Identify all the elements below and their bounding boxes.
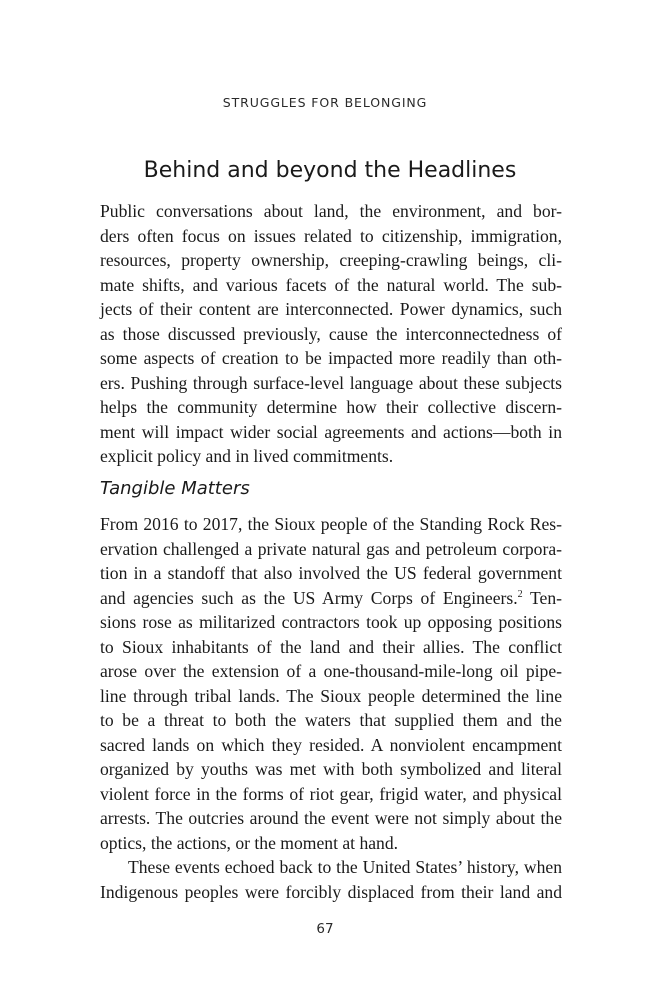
text-line: mate shifts, and various facets of the natural world. The sub- xyxy=(100,274,562,295)
text-line: Public conversations about land, the environment, and bor- xyxy=(100,201,562,221)
text-line: to Sioux inhabitants of the land and their allies. The conflict xyxy=(100,636,562,657)
subhead: Tangible Matters xyxy=(100,478,250,499)
page-number: 67 xyxy=(316,921,334,937)
text-line: tion in a standoff that also involved the US federal government xyxy=(100,563,562,583)
text-line: ment will impact wider social agreements and actions—both in xyxy=(100,421,562,442)
text-line-with-footnote xyxy=(100,586,562,611)
text-line: From 2016 to 2017, the Sioux people of the Standing Rock Res- xyxy=(100,514,562,534)
body-paragraph xyxy=(100,512,562,855)
text-line: sions rose as militarized contractors took up opposing positions xyxy=(100,612,562,632)
text-line: ervation challenged a private natural gas and petroleum corpora- xyxy=(100,538,562,559)
next-paragraph xyxy=(100,855,562,904)
intro-paragraph xyxy=(100,199,562,469)
text-line: line through tribal lands. The Sioux people determined the line xyxy=(100,685,562,706)
text-line: helps the community determine how their collective discern- xyxy=(100,397,562,417)
text-line: some aspects of creation to be impacted more readily than oth- xyxy=(100,348,562,368)
text-line: jects of their content are interconnected. Power dynamics, such xyxy=(100,299,562,319)
text-line: arrests. The outcries around the event were not simply about the xyxy=(100,808,562,828)
text-line: ders often focus on issues related to citizenship, immigration, xyxy=(100,225,562,246)
text-line-start: and agencies such as the US Army Corps of Engineers. xyxy=(100,587,518,608)
text-line-tail: Ten- xyxy=(522,587,562,608)
text-line: Indigenous peoples were forcibly displaced from their land and xyxy=(100,881,562,902)
running-head: STRUGGLES FOR BELONGING xyxy=(222,95,428,110)
text-line: ers. Pushing through surface-level language about these subjects xyxy=(100,372,562,393)
text-line: explicit policy and in lived commitments. xyxy=(100,446,394,466)
text-line: These events echoed back to the United States’ history, when xyxy=(128,857,562,877)
text-line: optics, the actions, or the moment at hand. xyxy=(100,832,399,853)
footnote-marker[interactable]: 2 xyxy=(517,588,523,600)
text-line: violent force in the forms of riot gear, frigid water, and physical xyxy=(100,783,562,804)
section-title: Behind and beyond the Headlines xyxy=(143,158,517,183)
text-line: as those discussed previously, cause the interconnectedness of xyxy=(100,323,562,344)
text-line: resources, property ownership, creeping-crawling beings, cli- xyxy=(100,250,562,270)
text-line: to be a threat to both the waters that supplied them and the xyxy=(100,710,562,730)
text-line: organized by youths was met with both symbolized and literal xyxy=(100,759,562,779)
text-line: sacred lands on which they resided. A nonviolent encampment xyxy=(100,734,562,755)
text-line: arose over the extension of a one-thousand-mile-long oil pipe- xyxy=(100,661,562,681)
